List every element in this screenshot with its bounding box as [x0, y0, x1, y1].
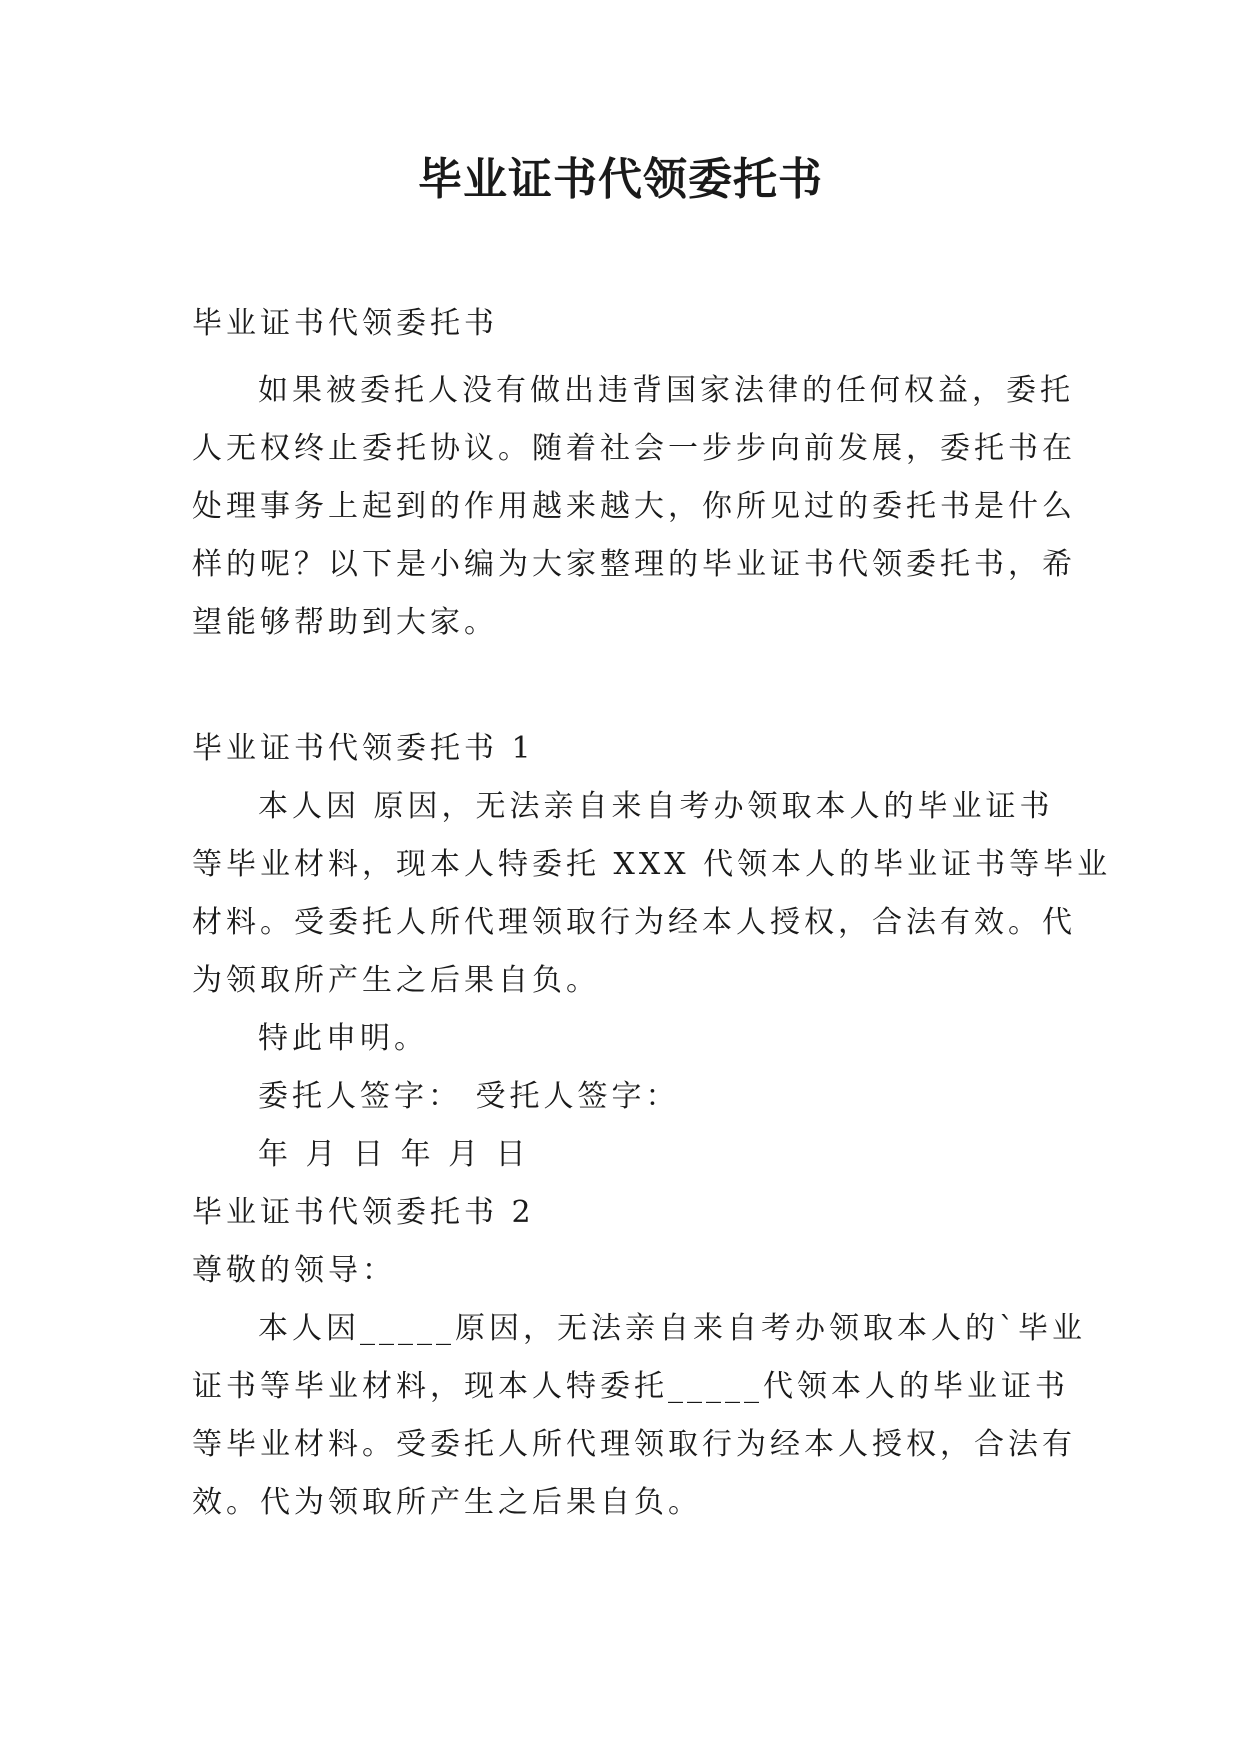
- declaration: 特此申明。: [258, 1021, 428, 1056]
- date-line: 年 月 日 年 月 日: [258, 1137, 530, 1172]
- section-1-body-line: 材料。受委托人所代理领取行为经本人授权，合法有效。代: [192, 905, 1076, 940]
- section-1: [192, 720, 1112, 1184]
- section-2-body-line: 效。代为领取所产生之后果自负。: [192, 1485, 702, 1520]
- subtitle-text: 毕业证书代领委托书: [192, 306, 498, 341]
- section-1-heading: 毕业证书代领委托书 1: [192, 731, 535, 766]
- intro-line: 样的呢？以下是小编为大家整理的毕业证书代领委托书，希: [192, 547, 1076, 582]
- section-1-body-line: 本人因 原因，无法亲自来自考办领取本人的毕业证书: [258, 789, 1054, 824]
- section-2-body-line: 证书等毕业材料，现本人特委托_____代领本人的毕业证书: [192, 1369, 1069, 1404]
- signature-line: 委托人签字： 受托人签字：: [258, 1079, 680, 1114]
- intro-line: 人无权终止委托协议。随着社会一步步向前发展，委托书在: [192, 431, 1076, 466]
- document-title: 毕业证书代领委托书: [418, 154, 823, 205]
- section-2: [192, 1184, 1086, 1532]
- salutation: 尊敬的领导：: [192, 1253, 396, 1288]
- intro-line: 处理事务上起到的作用越来越大，你所见过的委托书是什么: [192, 489, 1076, 524]
- section-1-body-line: 为领取所产生之后果自负。: [192, 963, 600, 998]
- document-subtitle: [192, 295, 1054, 353]
- intro-line: 望能够帮助到大家。: [192, 605, 498, 640]
- section-1-body-line: 等毕业材料，现本人特委托 XXX 代领本人的毕业证书等毕业: [192, 847, 1112, 882]
- section-2-body-line: 等毕业材料。受委托人所代理领取行为经本人授权，合法有: [192, 1427, 1076, 1462]
- intro-line: 如果被委托人没有做出违背国家法律的任何权益，委托: [258, 373, 1074, 408]
- section-2-heading: 毕业证书代领委托书 2: [192, 1195, 535, 1230]
- intro-paragraph: [192, 362, 1076, 652]
- section-2-body-line: 本人因_____原因，无法亲自来自考办领取本人的`毕业: [258, 1311, 1086, 1346]
